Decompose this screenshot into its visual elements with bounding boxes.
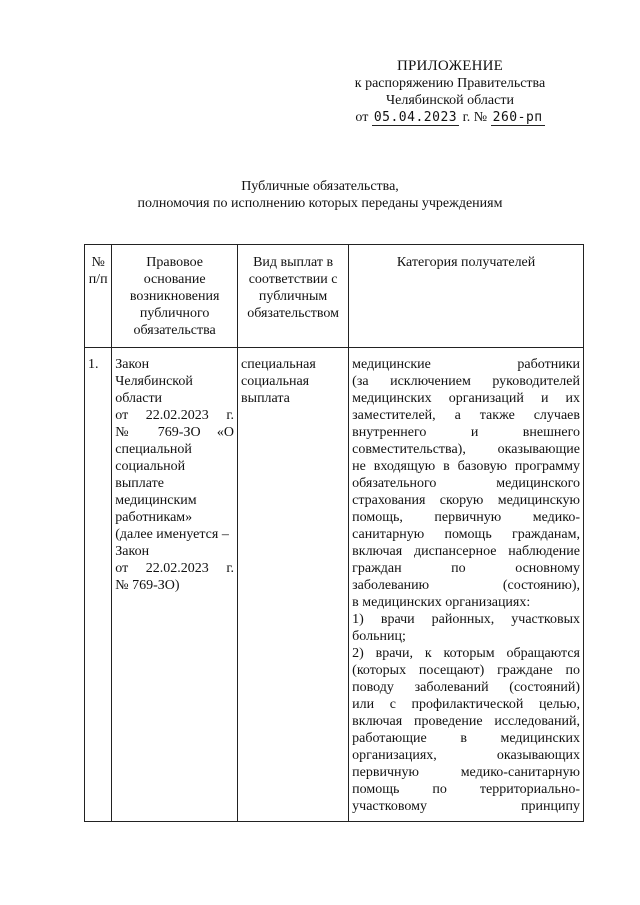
document-number: 260-рп <box>492 110 543 125</box>
legal-line: Закон <box>115 544 150 559</box>
document-heading <box>0 178 640 212</box>
legal-line: работникам» <box>115 510 193 525</box>
appendix-title: ПРИЛОЖЕНИЕ <box>396 58 504 74</box>
appendix-line-1: к распоряжению Правительства <box>354 76 546 91</box>
category-line: внутреннего и внешнего <box>352 425 580 440</box>
category-line: граждан по основному <box>352 561 580 576</box>
legal-line: социальной <box>115 459 186 474</box>
legal-line: Челябинской <box>115 374 193 389</box>
appendix-block <box>300 58 600 126</box>
category-line: организациях, оказывающих <box>352 748 580 763</box>
obligations-table <box>84 244 584 822</box>
category-line: включая диспансерное наблюдение <box>352 544 580 559</box>
table-row <box>85 348 584 822</box>
payment-type-cell <box>238 348 349 822</box>
header-num-line: № <box>91 255 105 270</box>
category-line: санитарную помощь гражданам, <box>352 527 580 542</box>
category-line: в медицинских организациях: <box>352 595 531 610</box>
document-date: 05.04.2023 <box>373 110 458 125</box>
heading-line-1: Публичные обязательства, <box>241 179 399 194</box>
header-legal-line: Правовое <box>146 255 204 270</box>
header-legal-line: возникновения <box>129 289 220 304</box>
header-recipient-category: Категория получателей <box>349 245 584 348</box>
payment-line: специальная <box>241 357 316 372</box>
legal-line: № 769-ЗО «О <box>115 425 235 440</box>
heading-line-2: полномочия по исполнению которых переданы учреждениям <box>137 196 503 211</box>
category-line: страхования скорую медицинскую <box>352 493 580 508</box>
category-line: совместительства), оказывающие <box>352 442 580 457</box>
header-legal-line: основание <box>143 272 206 287</box>
header-legal-line: обязательства <box>133 323 216 338</box>
category-line: 1) врачи районных, участковых <box>352 612 580 627</box>
header-payment-line: Вид выплат в <box>253 255 334 270</box>
legal-line: Закон <box>115 357 150 372</box>
legal-line: специальной <box>115 442 192 457</box>
category-line: не входящую в базовую программу <box>352 459 580 474</box>
payment-line: социальная <box>241 374 310 389</box>
legal-line: области <box>115 391 163 406</box>
header-legal-line: публичного <box>139 306 210 321</box>
row-number: 1. <box>85 348 112 822</box>
category-line: первичную медико-санитарную <box>352 765 580 780</box>
category-line: поводу заболеваний (состояний) <box>352 680 580 695</box>
legal-line: № 769-ЗО) <box>115 578 180 593</box>
legal-line: (далее именуется – <box>115 527 229 542</box>
header-payment-line: соответствии с <box>248 272 338 287</box>
appendix-line-2: Челябинской области <box>386 93 514 108</box>
legal-line: выплате <box>115 476 164 491</box>
payment-line: выплата <box>241 391 290 406</box>
category-line: помощь по территориально- <box>352 782 580 797</box>
category-line: или с профилактической целью, <box>352 697 580 712</box>
table-header-row <box>85 245 584 348</box>
recipient-category-cell <box>349 348 584 822</box>
category-line: включая проведение исследований, <box>352 714 580 729</box>
category-line: больниц; <box>352 629 406 644</box>
category-line: медицинские работники <box>352 357 580 372</box>
category-line: 2) врачи, к которым обращаются <box>352 646 580 661</box>
legal-basis-cell <box>112 348 238 822</box>
category-line: обязательного медицинского <box>352 476 580 491</box>
date-prefix: от <box>355 110 369 125</box>
legal-line: от 22.02.2023 г. <box>115 561 235 576</box>
category-line: помощь, первичную медико- <box>352 510 580 525</box>
category-line: работающие в медицинских <box>352 731 580 746</box>
category-line: (которых посещают) граждане по <box>352 663 580 678</box>
header-payment-type <box>238 245 349 348</box>
date-mid: г. № <box>462 110 488 125</box>
header-payment-line: обязательством <box>247 306 339 321</box>
legal-line: от 22.02.2023 г. <box>115 408 235 423</box>
category-line: заболеванию (состоянию), <box>352 578 580 593</box>
category-line: (за исключением руководителей <box>352 374 580 389</box>
legal-line: медицинским <box>115 493 197 508</box>
header-num <box>85 245 112 348</box>
header-legal-basis <box>112 245 238 348</box>
header-num-line: п/п <box>88 272 108 287</box>
appendix-date-line <box>300 109 600 126</box>
header-payment-line: публичным <box>258 289 328 304</box>
category-line: участковому принципу <box>352 799 580 814</box>
category-line: заместителей, а также случаев <box>352 408 580 423</box>
category-line: медицинских организаций и их <box>352 391 580 406</box>
